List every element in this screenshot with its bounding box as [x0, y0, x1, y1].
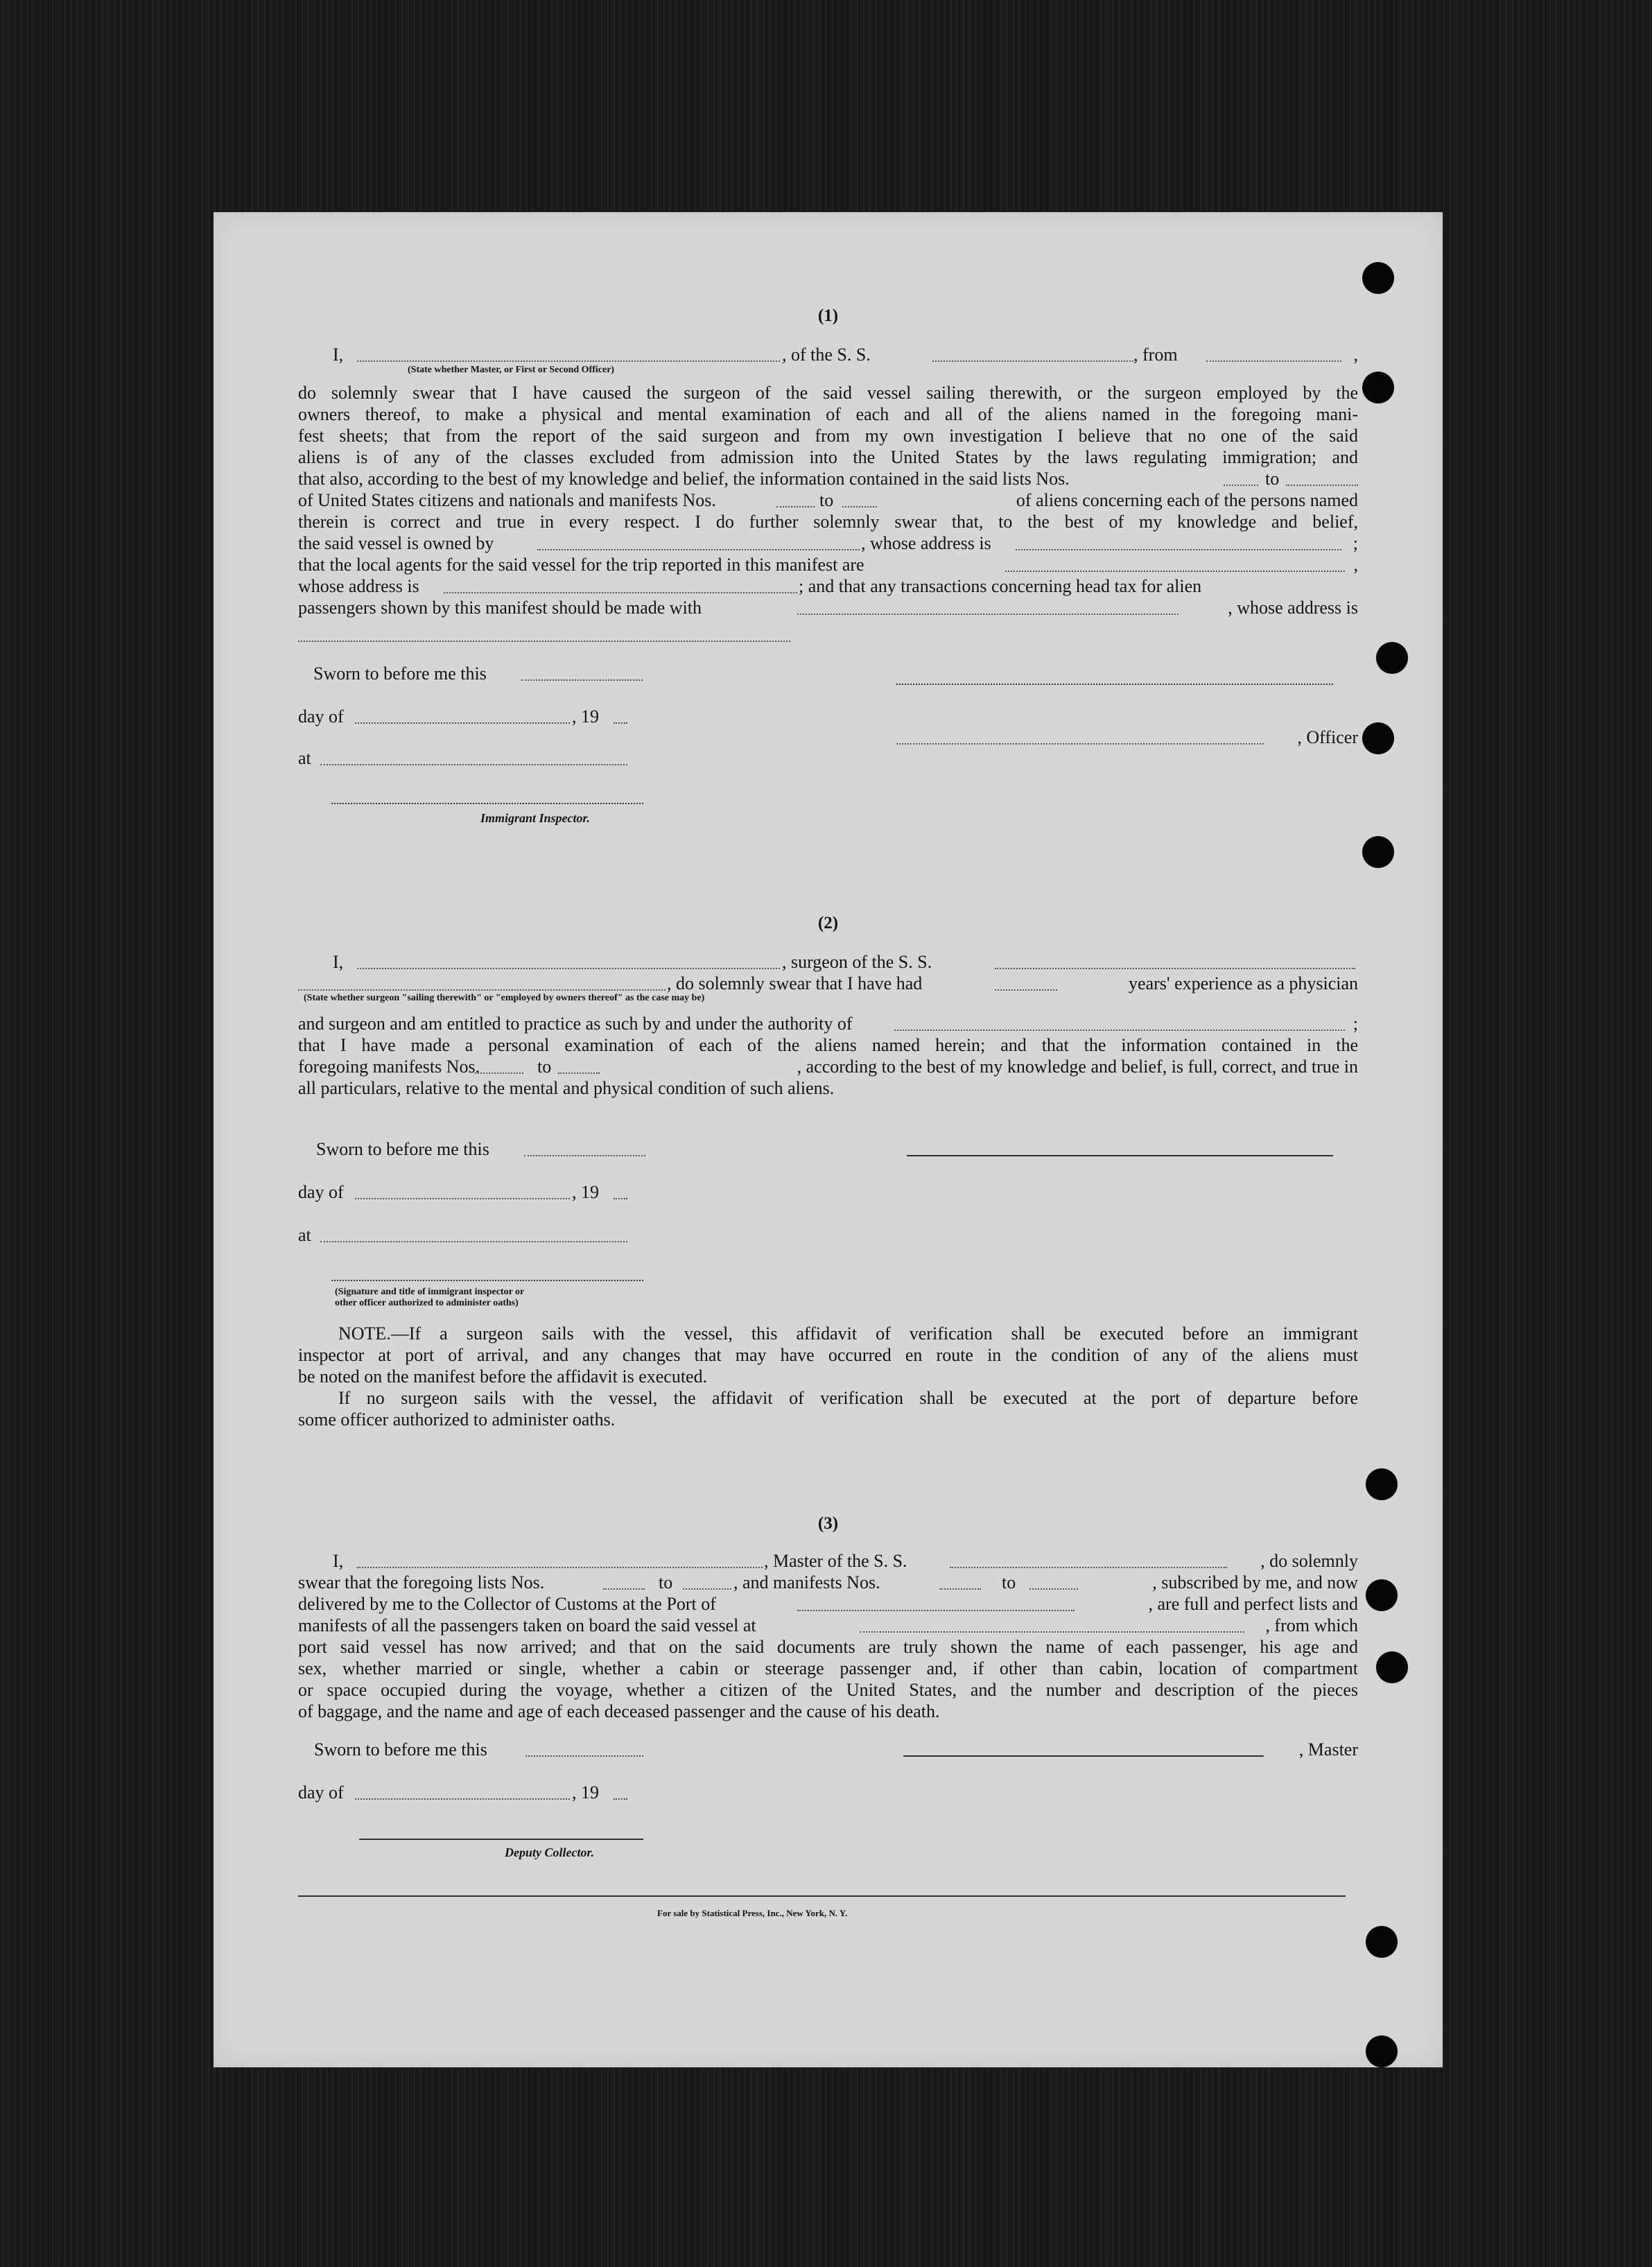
text: the said vessel is owned by [298, 533, 494, 553]
text: , do solemnly [1260, 1551, 1358, 1571]
text: to [1002, 1572, 1016, 1592]
blank-years [995, 975, 1057, 991]
blank-officer [357, 347, 780, 362]
text: , of the S. S. [782, 345, 871, 365]
blank-head-tax [797, 600, 1179, 615]
text: years' experience as a physician [1129, 973, 1358, 993]
blank-day [521, 666, 643, 681]
blank [683, 1574, 731, 1590]
text: , 19 [572, 1782, 599, 1803]
text: of aliens concerning each of the persons named [1016, 490, 1358, 510]
deputy-collector-caption: Deputy Collector. [505, 1845, 594, 1859]
blank-port [797, 1596, 1075, 1611]
text: , [1353, 345, 1358, 365]
blank-address-continued [298, 627, 790, 642]
text: , Master of the S. S. [764, 1551, 907, 1571]
blank [1029, 1574, 1078, 1590]
text: , subscribed by me, and now [1152, 1572, 1358, 1592]
text: , Officer [1297, 727, 1358, 747]
text: day of [298, 1782, 344, 1803]
text: , whose address is [1228, 598, 1358, 618]
text: , from [1133, 345, 1178, 365]
blank-address [444, 578, 797, 593]
section-1-at-line [298, 747, 853, 769]
section-1-para-line [298, 575, 1358, 597]
authorized-officer-signature-line [331, 1280, 643, 1281]
section-2-at-line [298, 1224, 853, 1246]
section-3-number: (3) [817, 1514, 839, 1533]
blank-month [355, 709, 570, 724]
section-2-day-line [298, 1181, 853, 1203]
printer-imprint: For sale by Statistical Press, Inc., New York, N. Y. [657, 1908, 848, 1918]
section-1-para-line: do solemnly swear that I have caused the surgeon of the said vessel sailing therewith, or the surgeon employed by the [298, 383, 1358, 403]
text: that also, according to the best of my knowledge and belief, the information contained in the said lists Nos. [298, 469, 1070, 489]
blank-month [355, 1184, 570, 1199]
text: day of [298, 1182, 344, 1202]
text: , 19 [572, 706, 599, 727]
section-2-para-line: that I have made a personal examination of each of the aliens named herein; and that the information contained in the [298, 1035, 1358, 1055]
blank-day [524, 1141, 645, 1156]
blank-authority [894, 1016, 1345, 1031]
text: at [298, 1225, 311, 1245]
officer-signature-line [896, 684, 1333, 685]
punch-hole [1362, 836, 1394, 868]
section-2-sworn-line [316, 1138, 871, 1160]
text: , from which [1265, 1615, 1358, 1635]
blank-place [320, 1227, 627, 1242]
text: whose address is [298, 576, 419, 596]
section-3-para-line: or space occupied during the voyage, whether a citizen of the United States, and the number and description of the pieces [298, 1680, 1358, 1700]
text: Sworn to before me this [313, 663, 487, 684]
text: foregoing manifests Nos. [298, 1057, 480, 1077]
blank-address [1016, 535, 1341, 550]
blank-day [525, 1741, 643, 1757]
text: to [1265, 469, 1280, 489]
text: to [537, 1057, 552, 1077]
section-1-para-line: owners thereof, to make a physical and mental examination of each and all of the aliens named in the foregoing mani- [298, 404, 1358, 424]
section-1-para-line [298, 597, 1358, 618]
text: , surgeon of the S. S. [782, 952, 932, 972]
text: ; and that any transactions concerning head tax for alien [799, 576, 1202, 596]
blank [1286, 471, 1358, 486]
section-1-officer-note: (State whether Master, or First or Second Officer) [408, 365, 615, 375]
text: I, [333, 345, 344, 365]
punch-hole [1366, 1579, 1398, 1611]
deputy-collector-signature-line [359, 1839, 643, 1840]
punch-hole [1376, 642, 1408, 674]
text: , do solemnly swear that I have had [667, 973, 923, 993]
text: and surgeon and am entitled to practice as such by and under the authority of [298, 1014, 853, 1034]
master-signature-line [903, 1739, 1264, 1757]
text: Sworn to before me this [316, 1139, 489, 1159]
surgeon-signature-line [907, 1155, 1333, 1156]
blank [842, 492, 877, 507]
text: Sworn to before me this [314, 1739, 487, 1760]
section-3-line-2 [298, 1572, 1358, 1593]
text: , according to the best of my knowledge and belief, is full, correct, and true in [797, 1057, 1358, 1077]
section-1-para-line [298, 489, 1358, 511]
blank-year [614, 1184, 627, 1199]
note-line: be noted on the manifest before the affidavit is executed. [298, 1366, 708, 1387]
blank-port [860, 1617, 1244, 1633]
section-1-para-line [298, 532, 1358, 554]
text: of United States citizens and nationals and manifests Nos. [298, 490, 716, 510]
punch-hole [1366, 1468, 1398, 1500]
section-2-para-line: all particulars, relative to the mental and physical condition of such aliens. [298, 1078, 835, 1098]
note-line: If no surgeon sails with the vessel, the affidavit of verification shall be executed at the port of departure before [338, 1388, 1358, 1408]
text: , and manifests Nos. [733, 1572, 880, 1592]
note-line: inspector at port of arrival, and any changes that may have occurred en route in the condition of any of the aliens must [298, 1345, 1358, 1365]
section-1-sworn-line [313, 663, 868, 684]
text: that the local agents for the said vessel for the trip reported in this manifest are [298, 555, 864, 575]
text: manifests of all the passengers taken on board the said vessel at [298, 1615, 756, 1635]
section-3-line-3 [298, 1593, 1358, 1615]
section-3-para-line: port said vessel has now arrived; and that on the said documents are truly shown the name of each passenger, his age and [298, 1637, 1358, 1657]
text: I, [333, 952, 344, 972]
punch-hole [1362, 722, 1394, 754]
blank-ship [932, 347, 1133, 362]
form-page [214, 212, 1443, 2067]
blank-surgeon [357, 954, 780, 969]
blank-agents [1005, 557, 1345, 572]
note-line: some officer authorized to administer oaths. [298, 1409, 616, 1430]
text: passengers shown by this manifest should be made with [298, 598, 702, 618]
section-2-surgeon-note: (State whether surgeon "sailing therewith" or "employed by owners thereof" as the case may be) [304, 993, 705, 1003]
text: swear that the foregoing lists Nos. [298, 1572, 545, 1592]
text: , [1353, 555, 1358, 575]
text: ; [1353, 1014, 1358, 1034]
text: delivered by me to the Collector of Customs at the Port of [298, 1594, 716, 1614]
section-2-para-line [298, 1013, 1358, 1034]
blank-ship [995, 954, 1355, 969]
footer-rule [298, 1895, 1346, 1897]
blank [475, 1059, 523, 1074]
punch-hole [1376, 1651, 1408, 1683]
blank [939, 1574, 981, 1590]
section-3-line-4 [298, 1615, 1358, 1636]
section-1-para-line: therein is correct and true in every respect. I do further solemnly swear that, to the best of my knowledge and belief, [298, 512, 1358, 532]
blank-place [320, 750, 627, 765]
section-1-para-line: aliens is of any of the classes excluded from admission into the United States by the laws regulating immigration; and [298, 447, 1358, 467]
blank-year [614, 1784, 627, 1800]
text: to [819, 490, 834, 510]
section-2-number: (2) [817, 914, 839, 932]
blank-officer-name [896, 729, 1264, 745]
text: ; [1353, 533, 1358, 553]
blank-month [355, 1784, 570, 1800]
section-3-para-line: of baggage, and the name and age of each deceased passenger and the cause of his death. [298, 1701, 940, 1721]
inspector-signature-line [331, 803, 643, 804]
punch-hole [1362, 262, 1394, 294]
blank [603, 1574, 645, 1590]
text: at [298, 748, 311, 768]
section-1-para-line [298, 468, 1358, 489]
punch-hole [1366, 1926, 1398, 1958]
text: day of [298, 706, 344, 727]
section-3-para-line: sex, whether married or single, whether a cabin or steerage passenger and, if other than cabin, location of compartment [298, 1658, 1358, 1678]
section-1-para-line [298, 554, 1358, 575]
section-1-day-line [298, 706, 853, 727]
text: , Master [1298, 1739, 1358, 1760]
text: , whose address is [861, 533, 991, 553]
blank-master [357, 1553, 763, 1568]
section-3-sworn-line [314, 1739, 869, 1760]
punch-hole [1362, 372, 1394, 403]
blank-year [614, 709, 627, 724]
section-1-number: (1) [817, 306, 839, 325]
signature-caption-1: (Signature and title of immigrant inspector or [335, 1287, 525, 1297]
immigrant-inspector-caption: Immigrant Inspector. [480, 811, 591, 825]
signature-caption-2: other officer authorized to administer oaths) [335, 1298, 519, 1308]
blank-owner [537, 535, 860, 550]
punch-hole [1366, 2035, 1398, 2067]
section-1-para-line: fest sheets; that from the report of the said surgeon and from my own investigation I believe that no one of the said [298, 426, 1358, 446]
blank [776, 492, 815, 507]
text: to [659, 1572, 673, 1592]
note-line: NOTE.—If a surgeon sails with the vessel, this affidavit of verification shall be executed before an immigrant [338, 1323, 1358, 1344]
blank-surgeon-type [298, 975, 666, 991]
text: , 19 [572, 1182, 599, 1202]
blank-ship [950, 1553, 1227, 1568]
blank [558, 1059, 600, 1074]
blank-from [1206, 347, 1341, 362]
text: I, [333, 1551, 344, 1571]
section-2-para-line [298, 1056, 1358, 1077]
text: , are full and perfect lists and [1148, 1594, 1358, 1614]
section-3-day-line [298, 1782, 853, 1803]
blank [1224, 471, 1258, 486]
